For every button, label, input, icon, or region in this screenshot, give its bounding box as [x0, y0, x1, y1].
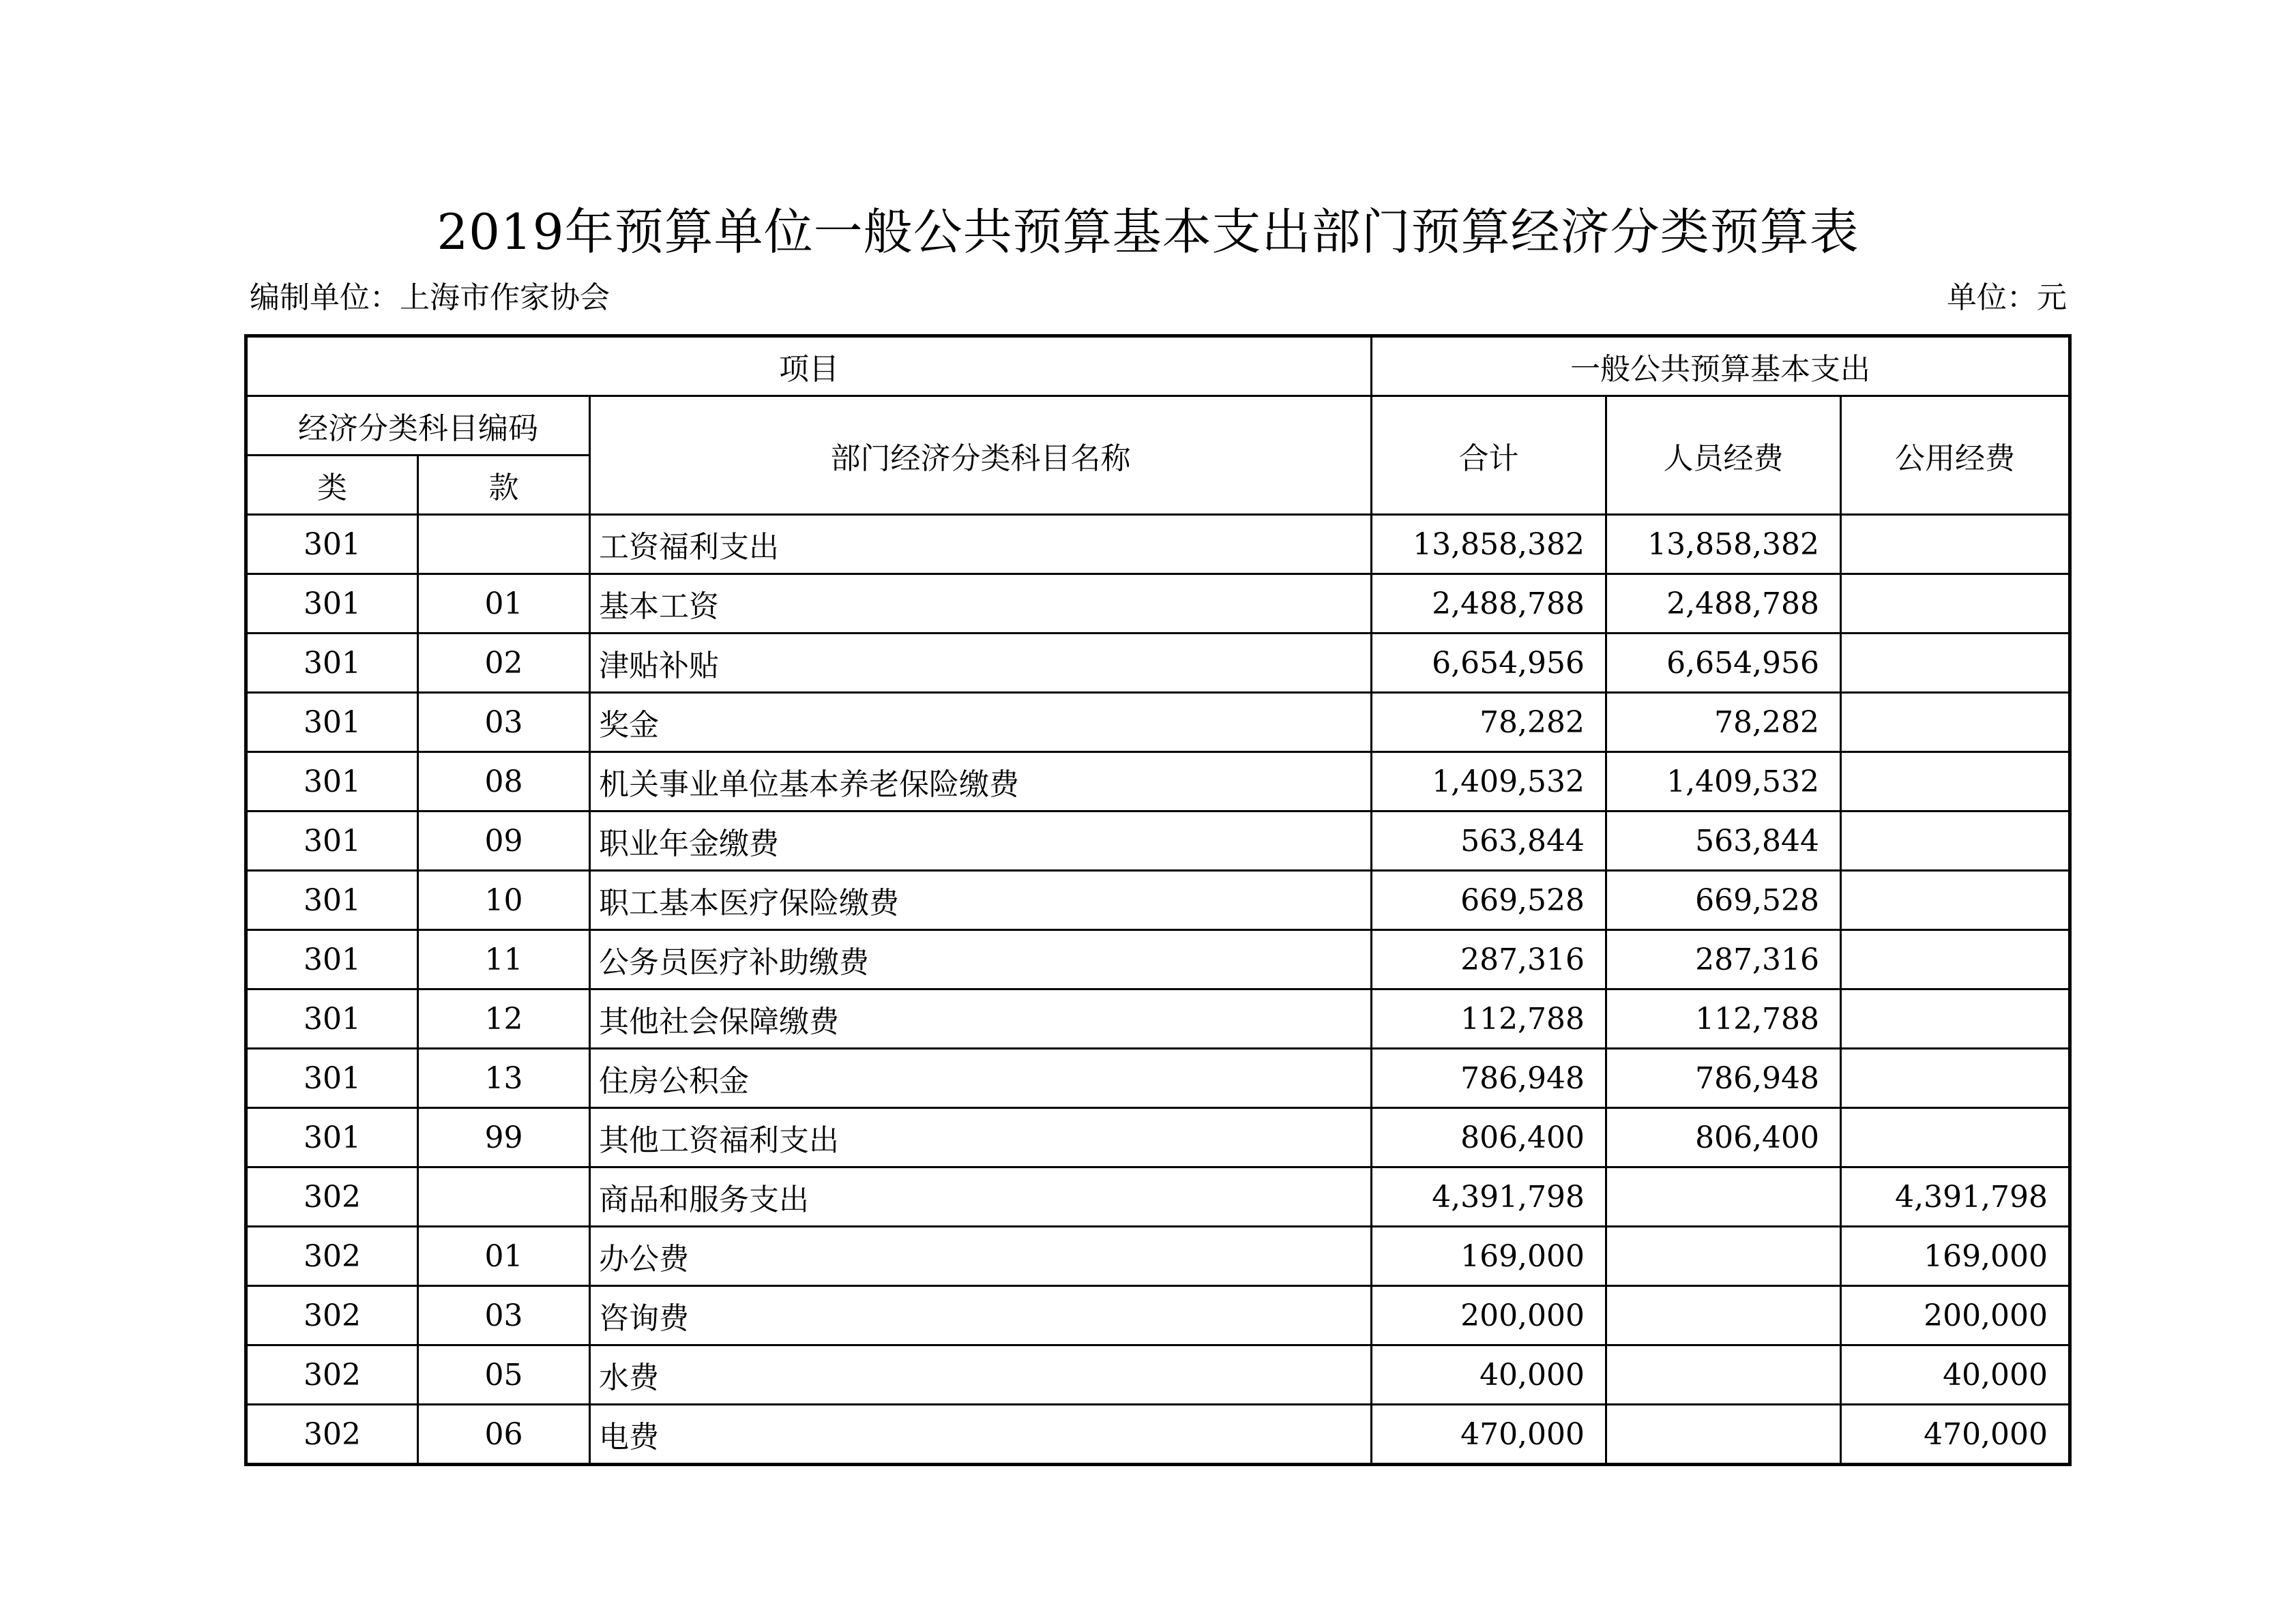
cell-item: 05 — [418, 1345, 590, 1405]
cell-total: 786,948 — [1372, 1049, 1606, 1108]
cell-category: 301 — [246, 1049, 418, 1108]
header-general-budget: 一般公共预算基本支出 — [1372, 336, 2070, 396]
cell-category: 301 — [246, 812, 418, 871]
cell-name: 水费 — [590, 1345, 1372, 1405]
cell-name: 职工基本医疗保险缴费 — [590, 871, 1372, 930]
cell-category: 301 — [246, 515, 418, 574]
cell-public — [1841, 871, 2070, 930]
cell-category: 302 — [246, 1227, 418, 1286]
cell-name: 职业年金缴费 — [590, 812, 1372, 871]
table-row — [246, 871, 2070, 930]
cell-public — [1841, 752, 2070, 812]
table-row — [246, 989, 2070, 1049]
cell-public — [1841, 693, 2070, 752]
cell-public — [1841, 1049, 2070, 1108]
cell-name: 其他工资福利支出 — [590, 1108, 1372, 1167]
org-label: 编制单位：上海市作家协会 — [250, 280, 610, 315]
cell-name: 电费 — [590, 1405, 1372, 1465]
header-total: 合计 — [1372, 396, 1606, 515]
header-name: 部门经济分类科目名称 — [590, 396, 1372, 515]
cell-public: 40,000 — [1841, 1345, 2070, 1405]
cell-personnel — [1606, 1405, 1841, 1465]
header-personnel: 人员经费 — [1606, 396, 1841, 515]
cell-category: 302 — [246, 1286, 418, 1345]
header-project: 项目 — [246, 336, 1372, 396]
cell-category: 302 — [246, 1405, 418, 1465]
cell-name: 咨询费 — [590, 1286, 1372, 1345]
cell-total: 40,000 — [1372, 1345, 1606, 1405]
cell-total: 13,858,382 — [1372, 515, 1606, 574]
cell-category: 302 — [246, 1167, 418, 1227]
cell-category: 301 — [246, 1108, 418, 1167]
cell-item: 11 — [418, 930, 590, 989]
cell-total: 4,391,798 — [1372, 1167, 1606, 1227]
page-title: 2019年预算单位一般公共预算基本支出部门预算经济分类预算表 — [437, 203, 1859, 260]
cell-total: 470,000 — [1372, 1405, 1606, 1465]
cell-item — [418, 515, 590, 574]
cell-item: 12 — [418, 989, 590, 1049]
cell-public — [1841, 515, 2070, 574]
cell-public — [1841, 930, 2070, 989]
cell-personnel: 112,788 — [1606, 989, 1841, 1049]
header-category: 类 — [246, 456, 418, 515]
cell-total: 2,488,788 — [1372, 574, 1606, 634]
cell-item: 03 — [418, 1286, 590, 1345]
cell-total: 6,654,956 — [1372, 634, 1606, 693]
cell-item: 02 — [418, 634, 590, 693]
cell-item: 03 — [418, 693, 590, 752]
cell-total: 200,000 — [1372, 1286, 1606, 1345]
cell-name: 住房公积金 — [590, 1049, 1372, 1108]
cell-personnel — [1606, 1167, 1841, 1227]
cell-name: 机关事业单位基本养老保险缴费 — [590, 752, 1372, 812]
cell-personnel: 669,528 — [1606, 871, 1841, 930]
cell-total: 806,400 — [1372, 1108, 1606, 1167]
budget-table — [244, 334, 2072, 1466]
header-code-group: 经济分类科目编码 — [246, 396, 590, 456]
cell-public: 169,000 — [1841, 1227, 2070, 1286]
cell-personnel: 13,858,382 — [1606, 515, 1841, 574]
cell-public: 470,000 — [1841, 1405, 2070, 1465]
table-row — [246, 1227, 2070, 1286]
cell-personnel: 78,282 — [1606, 693, 1841, 752]
cell-item: 01 — [418, 1227, 590, 1286]
cell-public — [1841, 1108, 2070, 1167]
table-row — [246, 1049, 2070, 1108]
cell-personnel — [1606, 1286, 1841, 1345]
cell-personnel: 6,654,956 — [1606, 634, 1841, 693]
cell-personnel — [1606, 1345, 1841, 1405]
table-row — [246, 752, 2070, 812]
cell-item: 01 — [418, 574, 590, 634]
cell-name: 工资福利支出 — [590, 515, 1372, 574]
cell-name: 其他社会保障缴费 — [590, 989, 1372, 1049]
cell-category: 301 — [246, 574, 418, 634]
cell-public: 4,391,798 — [1841, 1167, 2070, 1227]
cell-personnel: 287,316 — [1606, 930, 1841, 989]
unit-label: 单位：元 — [1947, 280, 2067, 315]
cell-category: 301 — [246, 634, 418, 693]
cell-name: 基本工资 — [590, 574, 1372, 634]
cell-public — [1841, 989, 2070, 1049]
cell-personnel: 786,948 — [1606, 1049, 1841, 1108]
cell-public — [1841, 634, 2070, 693]
table-row — [246, 574, 2070, 634]
table-row — [246, 515, 2070, 574]
cell-personnel: 806,400 — [1606, 1108, 1841, 1167]
table-row — [246, 1345, 2070, 1405]
header-public: 公用经费 — [1841, 396, 2070, 515]
cell-name: 公务员医疗补助缴费 — [590, 930, 1372, 989]
cell-category: 301 — [246, 930, 418, 989]
cell-name: 津贴补贴 — [590, 634, 1372, 693]
cell-category: 301 — [246, 989, 418, 1049]
table-row — [246, 1167, 2070, 1227]
table-row — [246, 634, 2070, 693]
table-row — [246, 1405, 2070, 1465]
cell-total: 1,409,532 — [1372, 752, 1606, 812]
cell-category: 301 — [246, 693, 418, 752]
cell-item — [418, 1167, 590, 1227]
cell-total: 169,000 — [1372, 1227, 1606, 1286]
table-row — [246, 930, 2070, 989]
cell-item: 09 — [418, 812, 590, 871]
cell-public — [1841, 574, 2070, 634]
cell-total: 563,844 — [1372, 812, 1606, 871]
cell-item: 13 — [418, 1049, 590, 1108]
cell-item: 06 — [418, 1405, 590, 1465]
cell-category: 301 — [246, 752, 418, 812]
cell-personnel: 2,488,788 — [1606, 574, 1841, 634]
cell-total: 78,282 — [1372, 693, 1606, 752]
table-row — [246, 812, 2070, 871]
cell-category: 301 — [246, 871, 418, 930]
cell-category: 302 — [246, 1345, 418, 1405]
cell-personnel: 563,844 — [1606, 812, 1841, 871]
cell-name: 办公费 — [590, 1227, 1372, 1286]
cell-item: 08 — [418, 752, 590, 812]
table-row — [246, 693, 2070, 752]
cell-public — [1841, 812, 2070, 871]
cell-public: 200,000 — [1841, 1286, 2070, 1345]
cell-personnel — [1606, 1227, 1841, 1286]
cell-name: 奖金 — [590, 693, 1372, 752]
cell-personnel: 1,409,532 — [1606, 752, 1841, 812]
cell-total: 112,788 — [1372, 989, 1606, 1049]
table-row — [246, 1108, 2070, 1167]
cell-name: 商品和服务支出 — [590, 1167, 1372, 1227]
cell-item: 10 — [418, 871, 590, 930]
cell-total: 669,528 — [1372, 871, 1606, 930]
table-row — [246, 1286, 2070, 1345]
table-body — [246, 515, 2070, 1465]
header-item: 款 — [418, 456, 590, 515]
cell-total: 287,316 — [1372, 930, 1606, 989]
cell-item: 99 — [418, 1108, 590, 1167]
